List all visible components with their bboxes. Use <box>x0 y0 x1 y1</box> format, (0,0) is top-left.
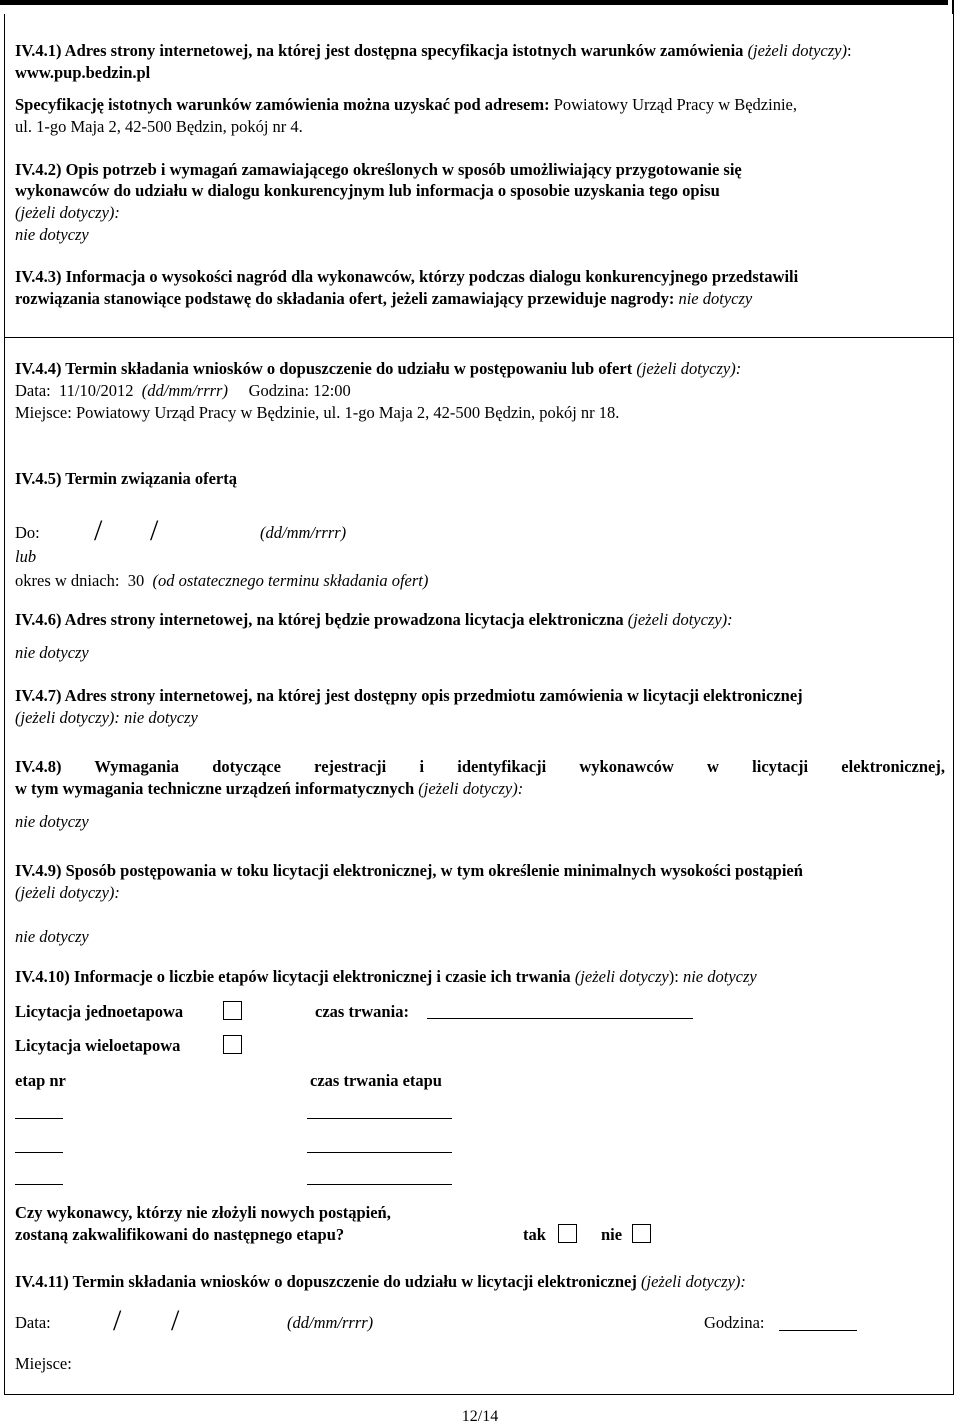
time-label: Godzina: <box>248 381 310 400</box>
conditional-note: (jeżeli dotyczy): <box>15 203 120 222</box>
date-format: (dd/mm/rrrr) <box>141 381 228 400</box>
single-stage-checkbox[interactable] <box>223 1001 242 1020</box>
section-iv-4-5: IV.4.5) Termin związania ofertą <box>15 469 237 488</box>
top-rule <box>0 0 948 5</box>
no-label: nie <box>601 1225 623 1244</box>
value-nie-dotyczy: nie dotyczy <box>15 812 89 831</box>
stage-number-line[interactable] <box>15 1152 63 1153</box>
section-label: IV.4.10) Informacje o liczbie etapów licytacji elektronicznej i czasie ich trwania <box>15 967 571 986</box>
section-iv-4-4 <box>15 358 741 379</box>
auction-time-line[interactable] <box>779 1330 857 1331</box>
spec-address-label: Specyfikację istotnych warunków zamówienia można uzyskać pod adresem: <box>15 95 550 114</box>
spec-url[interactable]: www.pup.bedzin.pl <box>15 62 151 82</box>
do-label: Do: <box>15 523 40 542</box>
conditional-note-close: ): <box>668 967 679 986</box>
place-value: Powiatowy Urząd Pracy w Będzinie, ul. 1-go Maja 2, 42-500 Będzin, pokój nr 18. <box>75 403 620 422</box>
section-divider <box>5 337 953 338</box>
conditional-note: (jeżeli dotyczy): <box>627 610 733 629</box>
spec-address-value-2: ul. 1-go Maja 2, 42-500 Będzin, pokój nr 4. <box>15 116 303 136</box>
date-slash: / <box>113 1304 122 1337</box>
or-label: lub <box>15 547 37 566</box>
section-label: IV.4.11) Termin składania wniosków o dopuszczenie do udziału w licytacji elektronicznej <box>15 1272 637 1291</box>
no-checkbox[interactable] <box>632 1224 651 1243</box>
stage-duration-line[interactable] <box>307 1184 452 1185</box>
auction-place-label: Miejsce: <box>15 1354 72 1373</box>
section-iv-4-6 <box>15 609 733 630</box>
conditional-note: (jeżeli dotyczy): <box>15 708 120 727</box>
deadline-date-row <box>15 380 351 401</box>
value-nie-dotyczy: nie dotyczy <box>682 967 757 986</box>
duration-input-line[interactable] <box>427 1018 693 1019</box>
stage-number-line[interactable] <box>15 1118 63 1119</box>
section-label: IV.4.6) Adres strony internetowej, na której będzie prowadzona licytacja elektroniczna <box>15 610 624 629</box>
qualification-question-b: zostaną zakwalifikowani do następnego etapu? <box>15 1225 345 1244</box>
conditional-note: (jeżeli dotyczy): <box>418 779 524 798</box>
section-iv-4-8-label-b <box>15 778 523 799</box>
conditional-note: (jeżeli dotyczy): <box>641 1272 746 1291</box>
yes-label: tak <box>523 1225 546 1244</box>
conditional-note: (jeżeli dotyczy <box>574 967 669 986</box>
stage-duration-header: czas trwania etapu <box>310 1071 442 1090</box>
place-label: Miejsce: <box>15 403 72 422</box>
auction-time-label: Godzina: <box>704 1313 765 1332</box>
conditional-note: (jeżeli dotyczy) <box>747 41 847 60</box>
spec-address <box>15 94 940 137</box>
date-slash: / <box>171 1304 180 1337</box>
section-label: IV.4.1) Adres strony internetowej, na której jest dostępna specyfikacja istotnych warunków zamówienia <box>15 41 744 60</box>
days-label: okres w dniach: <box>15 571 120 590</box>
date-slash: / <box>150 514 159 547</box>
section-iv-4-3-label-b <box>15 288 752 309</box>
stage-number-line[interactable] <box>15 1184 63 1185</box>
single-stage-label: Licytacja jednoetapowa <box>15 1002 184 1021</box>
section-label: w tym wymagania techniczne urządzeń informatycznych <box>15 779 415 798</box>
stage-duration-line[interactable] <box>307 1118 452 1119</box>
days-value: 30 <box>127 571 145 590</box>
qualification-question-a: Czy wykonawcy, którzy nie złożyli nowych postąpień, <box>15 1203 391 1222</box>
conditional-note: (jeżeli dotyczy): <box>636 359 742 378</box>
section-iv-4-7-label: IV.4.7) Adres strony internetowej, na której jest dostępny opis przedmiotu zamówienia w licytacji elektronicznej <box>15 686 803 705</box>
value-nie-dotyczy: nie dotyczy <box>15 225 89 244</box>
date-format: (dd/mm/rrrr) <box>287 1313 374 1332</box>
section-iv-4-2-label-a: IV.4.2) Opis potrzeb i wymagań zamawiającego określonych w sposób umożliwiający przygotowanie się <box>15 160 742 179</box>
deadline-place-row <box>15 402 619 423</box>
multi-stage-checkbox[interactable] <box>223 1035 242 1054</box>
section-iv-4-7-cond <box>15 707 198 728</box>
section-iv-4-8-label-a: IV.4.8) Wymagania dotyczące rejestracji i identyfikacji wykonawców w licytacji elektronicznej, <box>15 757 945 776</box>
form-frame <box>4 14 954 1395</box>
spec-address-value: Powiatowy Urząd Pracy w Będzinie, <box>553 95 797 114</box>
date-label: Data: <box>15 381 51 400</box>
date-slash: / <box>94 514 103 547</box>
right-rule-stub <box>952 0 954 14</box>
value-nie-dotyczy: nie dotyczy <box>15 643 89 662</box>
days-note: (od ostatecznego terminu składania ofert) <box>152 571 429 590</box>
value-nie-dotyczy: nie dotyczy <box>124 708 198 727</box>
colon: : <box>846 41 852 60</box>
section-iv-4-3-label-a: IV.4.3) Informacja o wysokości nagród dla wykonawców, którzy podczas dialogu konkurencyjnego przedstawili <box>15 267 799 286</box>
date-value: 11/10/2012 <box>58 381 134 400</box>
section-label: rozwiązania stanowiące podstawę do składania ofert, jeżeli zamawiający przewiduje nagrody: <box>15 289 675 308</box>
time-value: 12:00 <box>313 381 351 400</box>
section-label: IV.4.4) Termin składania wniosków o dopuszczenie do udziału w postępowaniu lub ofert <box>15 359 633 378</box>
section-iv-4-2-label-b: wykonawców do udziału w dialogu konkurencyjnym lub informacja o sposobie uzyskania tego opisu <box>15 181 720 200</box>
section-iv-4-10 <box>15 966 757 987</box>
stage-number-header: etap nr <box>15 1071 66 1090</box>
conditional-note: (jeżeli dotyczy): <box>15 883 120 902</box>
stage-duration-line[interactable] <box>307 1152 452 1153</box>
duration-label: czas trwania: <box>315 1002 409 1021</box>
multi-stage-label: Licytacja wieloetapowa <box>15 1036 181 1055</box>
section-iv-4-9-label: IV.4.9) Sposób postępowania w toku licytacji elektronicznej, w tym określenie minimalnych wysokości postąpień <box>15 861 803 880</box>
date-format: (dd/mm/rrrr) <box>260 523 347 542</box>
section-iv-4-11 <box>15 1271 746 1292</box>
auction-date-label: Data: <box>15 1313 51 1332</box>
yes-checkbox[interactable] <box>558 1224 577 1243</box>
page-number: 12/14 <box>461 1408 499 1425</box>
value-nie-dotyczy: nie dotyczy <box>15 927 89 946</box>
section-iv-4-1 <box>15 40 940 83</box>
validity-days-row <box>15 570 428 591</box>
value-nie-dotyczy: nie dotyczy <box>678 289 753 308</box>
